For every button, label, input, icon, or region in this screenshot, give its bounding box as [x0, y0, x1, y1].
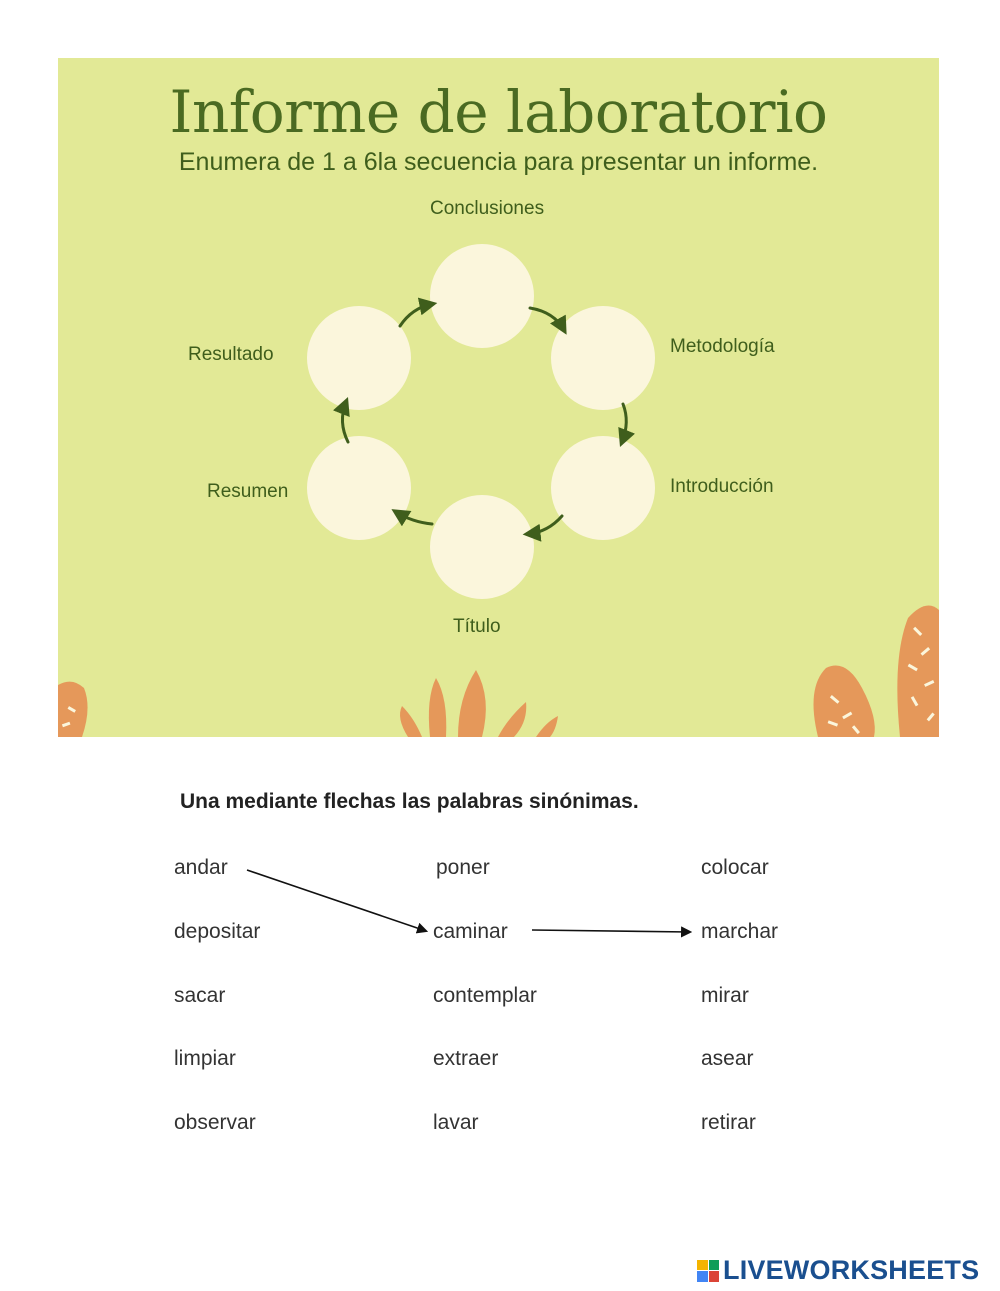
word-marchar[interactable]: marchar — [701, 920, 779, 943]
word-limpiar[interactable]: limpiar — [174, 1047, 236, 1070]
word-colocar[interactable]: colocar — [701, 856, 769, 879]
logo-icon — [697, 1260, 719, 1282]
word-sacar[interactable]: sacar — [174, 984, 226, 1007]
exercise-instruction: Una mediante flechas las palabras sinónimas. — [180, 790, 639, 813]
word-mirar[interactable]: mirar — [701, 984, 749, 1007]
logo-text: LIVEWORKSHEETS — [723, 1255, 980, 1285]
word-depositar[interactable]: depositar — [174, 920, 261, 943]
instruction-text: Enumera de 1 a 6la secuencia para presentar un informe. — [178, 148, 819, 176]
word-observar[interactable]: observar — [174, 1111, 256, 1134]
page-title: Informe de laboratorio — [169, 78, 828, 146]
word-contemplar[interactable]: contemplar — [433, 984, 537, 1007]
label-metodologia: Metodología — [670, 336, 775, 357]
word-extraer[interactable]: extraer — [433, 1047, 499, 1070]
label-resultado: Resultado — [188, 344, 274, 365]
word-poner[interactable]: poner — [436, 856, 490, 879]
word-caminar[interactable]: caminar — [433, 920, 508, 943]
label-resumen: Resumen — [207, 481, 289, 502]
liveworksheets-logo — [697, 1255, 979, 1286]
label-titulo: Título — [453, 616, 501, 637]
word-lavar[interactable]: lavar — [433, 1111, 479, 1134]
word-andar[interactable]: andar — [174, 856, 228, 879]
word-retirar[interactable]: retirar — [701, 1111, 756, 1134]
arrow-andar-caminar — [247, 870, 426, 931]
arrow-caminar-marchar — [532, 930, 690, 932]
word-asear[interactable]: asear — [701, 1047, 754, 1070]
label-introduccion: Introducción — [670, 476, 774, 497]
label-conclusiones: Conclusiones — [430, 198, 545, 219]
